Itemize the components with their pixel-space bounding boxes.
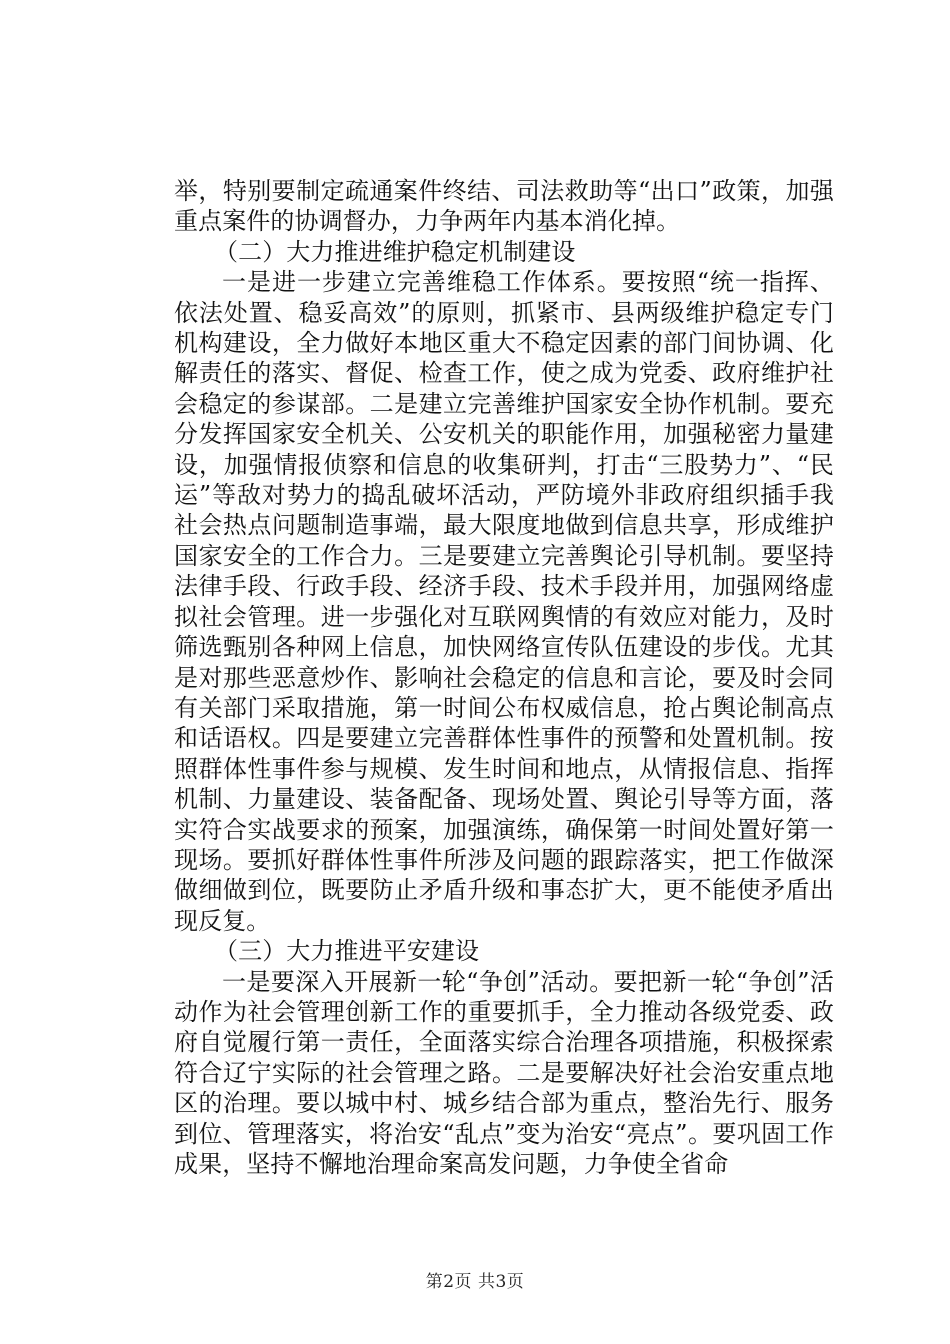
paragraph-safety-construction: 一是要深入开展新一轮“争创”活动。要把新一轮“争创”活动作为社会管理创新工作的重要抓手，全力推动各级党委、政府自觉履行第一责任，全面落实综合治理各项措施，积极探索符合辽宁实际的社会管理之路。二是要解决好社会治安重点地区的治理。要以城中村、城乡结合部为重点，整治先行、服务到位、管理落实，将治安“乱点”变为治安“亮点”。要巩固工作成果，坚持不懈地治理命案高发问题，力争使全省命 bbox=[174, 967, 834, 1178]
paragraph-stability-mechanism: 一是进一步建立完善维稳工作体系。要按照“统一指挥、依法处置、稳妥高效”的原则，抓紧市、县两级维护稳定专门机构建设，全力做好本地区重大不稳定因素的部门间协调、化解责任的落实、督促、检查工作，使之成为党委、政府维护社会稳定的参谋部。二是建立完善维护国家安全协作机制。要充分发挥国家安全机关、公安机关的职能作用，加强秘密力量建设，加强情报侦察和信息的收集研判，打击“三股势力”、“民运”等敌对势力的捣乱破坏活动，严防境外非政府组织插手我社会热点问题制造事端，最大限度地做到信息共享，形成维护国家安全的工作合力。三是要建立完善舆论引导机制。要坚持法律手段、行政手段、经济手段、技术手段并用，加强网络虚拟社会管理。进一步强化对互联网舆情的有效应对能力，及时筛选甄别各种网上信息，加快网络宣传队伍建设的步伐。尤其是对那些恶意炒作、影响社会稳定的信息和言论，要及时会同有关部门采取措施，第一时间公布权威信息，抢占舆论制高点和话语权。四是要建立完善群体性事件的预警和处置机制。按照群体性事件参与规模、发生时间和地点，从情报信息、指挥机制、力量建设、装备配备、现场处置、舆论引导等方面，落实符合实战要求的预案，加强演练，确保第一时间处置好第一现场。要抓好群体性事件所涉及问题的跟踪落实，把工作做深做细做到位，既要防止矛盾升级和事态扩大，更不能使矛盾出现反复。 bbox=[174, 268, 834, 935]
page-number-label: 第2页 共3页 bbox=[425, 1272, 525, 1292]
section-heading-3: （三）大力推进平安建设 bbox=[214, 937, 480, 966]
section-heading-2: （二）大力推进维护稳定机制建设 bbox=[214, 237, 576, 266]
document-body bbox=[174, 176, 834, 1179]
page-footer bbox=[0, 1267, 950, 1292]
paragraph-continuation: 举，特别要制定疏通案件终结、司法救助等“出口”政策，加强重点案件的协调督办，力争两年内基本消化掉。 bbox=[174, 177, 834, 236]
